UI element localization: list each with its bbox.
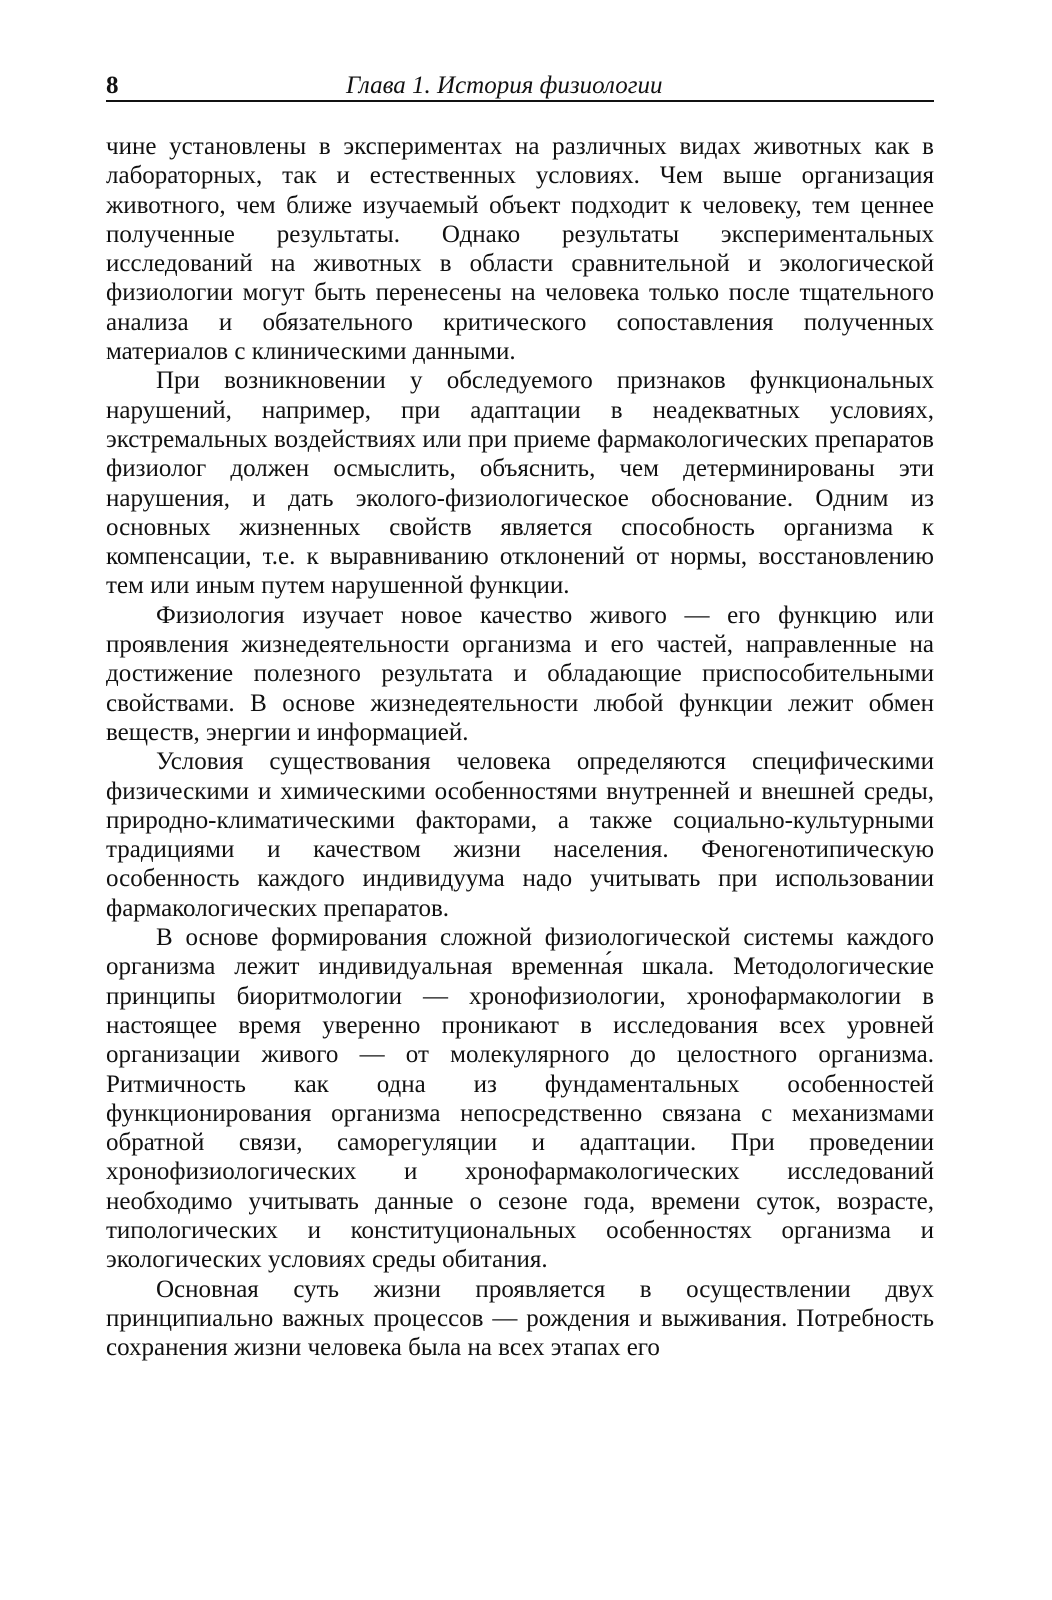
paragraph: Физиология изучает новое качество живого — его функцию или проявления жизнедеятельности организма и его частей, направленные на достижение полезного результата и обладающие приспособительными свойствами. В основе жизнедеятельности любой функции лежит обмен веществ, энергии и информацией. <box>106 601 934 746</box>
body-text <box>106 132 934 1362</box>
paragraph: При возникновении у обследуемого признаков функциональных нарушений, например, при адаптации в неадекватных условиях, экстремальных воздействиях или при приеме фармакологических препаратов физиолог должен осмыслить, объяснить, чем детерминированы эти нарушения, и дать эколого-физиологическое обоснование. Одним из основных жизненных свойств является способность организма к компенсации, т.е. к выравниванию отклонений от нормы, восстановлению тем или иным путем нарушенной функции. <box>106 367 934 600</box>
book-page <box>106 60 934 1362</box>
paragraph: Условия существования человека определяются специфическими физическими и химическими особенностями внутренней и внешней среды, природно-климатическими факторами, а также социально-культурными традициями и качеством жизни населения. Феногенотипическую особенность каждого индивидуума надо учитывать при использовании фармакологических препаратов. <box>106 748 934 922</box>
running-header <box>106 60 934 102</box>
running-title: Глава 1. История физиологии <box>346 72 663 99</box>
page-number: 8 <box>106 72 119 99</box>
paragraph: Основная суть жизни проявляется в осуществлении двух принципиально важных процессов — рождения и выживания. Потребность сохранения жизни человека была на всех этапах его <box>106 1275 934 1362</box>
paragraph: В основе формирования сложной физиологической системы каждого организма лежит индивидуальная временна́я шкала. Методологические принципы биоритмологии — хронофизиологии, хронофармакологии в настоящее время уверенно проникают в исследования всех уровней организации живого — от молекулярного до целостного организма. Ритмичность как одна из фундаментальных особенностей функционирования организма непосредственно связана с механизмами обратной связи, саморегуляции и адаптации. При проведении хронофизиологических и хронофармакологических исследований необходимо учитывать данные о сезоне года, времени суток, возрасте, типологических и конституциональных особенностях организма и экологических условиях среды обитания. <box>106 924 934 1274</box>
paragraph-continued: чине установлены в экспериментах на различных видах животных как в лабораторных, так и естественных условиях. Чем выше организация животного, чем ближе изучаемый объект подходит к человеку, тем ценнее полученные результаты. Однако результаты экспериментальных исследований на животных в области сравнительной и экологической физиологии могут быть перенесены на человека только после тщательного анализа и обязательного критического сопоставления полученных материалов с клиническими данными. <box>106 133 934 366</box>
